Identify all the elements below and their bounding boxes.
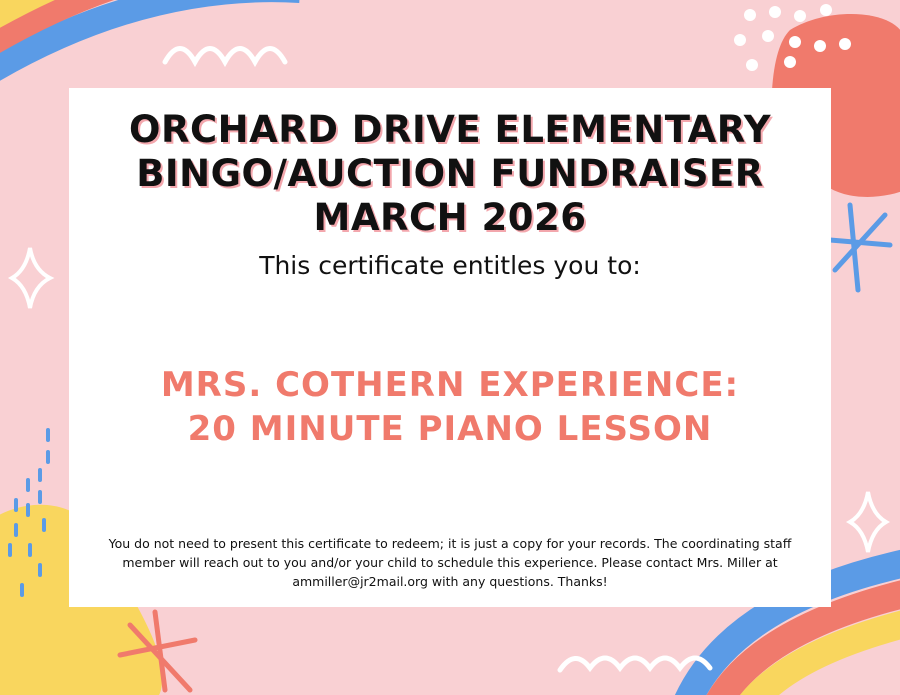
prize-line-2: 20 MINUTE PIANO LESSON [187, 409, 713, 449]
sparkle-icon-left [12, 248, 50, 308]
certificate-title-line-2: BINGO/AUCTION FUNDRAISER [136, 152, 764, 195]
certificate-title-line-1: ORCHARD DRIVE ELEMENTARY [129, 108, 771, 151]
redeem-note: You do not need to present this certificate to redeem; it is just a copy for your records. The coordinating staff member will reach out to you and/or your child to schedule this experience. Please contact Mrs. Miller at ammiller@jr2mail.org with any questions. Thanks! [108, 536, 792, 589]
rainbow-arc-top-left [0, 0, 300, 90]
sparkle-icon-right [850, 492, 886, 552]
certificate-subtitle: This certificate entitles you to: [259, 251, 641, 280]
squiggle-line-top [165, 49, 285, 63]
squiggle-line-bottom [560, 658, 710, 670]
certificate-title-line-3: MARCH 2026 [313, 196, 587, 239]
prize-line-1: MRS. COTHERN EXPERIENCE: [160, 365, 740, 405]
certificate-card [69, 88, 831, 607]
asterisk-icon-right [830, 205, 890, 290]
